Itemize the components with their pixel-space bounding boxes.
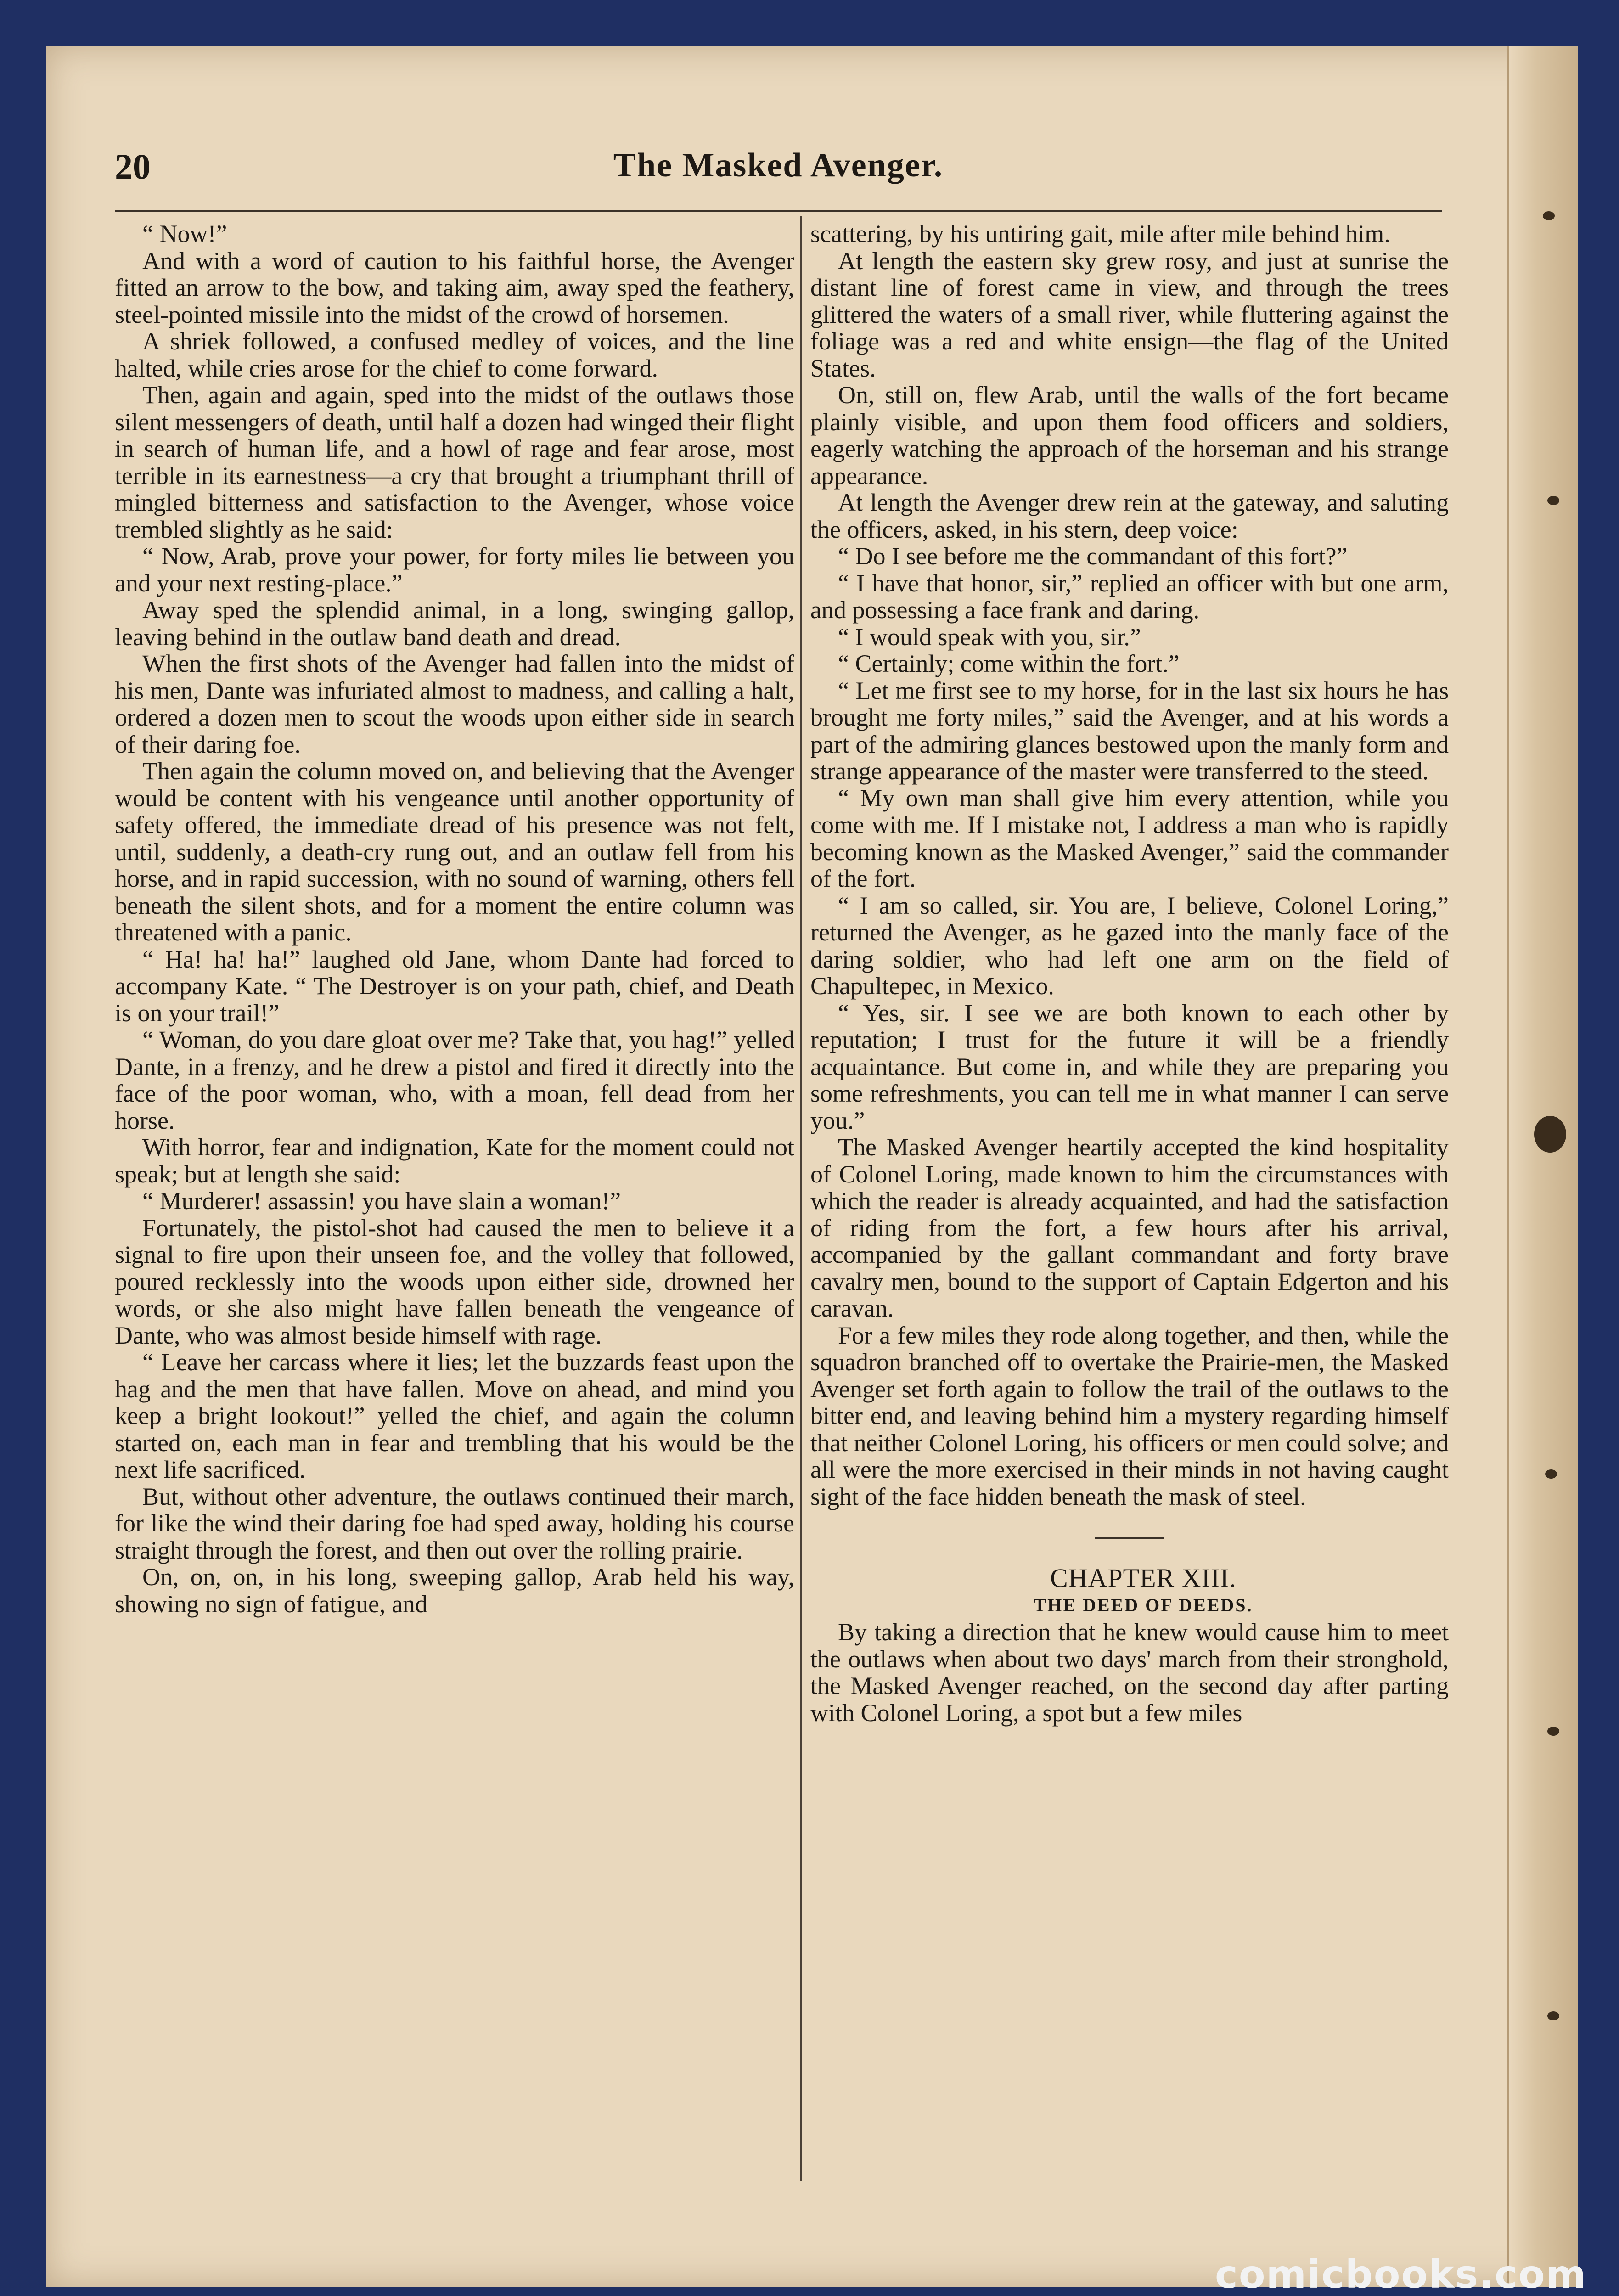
right-column: [810, 220, 1449, 1726]
paragraph: “ Do I see before me the commandant of this fort?”: [838, 542, 1348, 570]
paragraph: “ Now, Arab, prove your power, for forty miles lie between you and your next resting-place.”: [115, 542, 794, 597]
paragraph: “ My own man shall give him every attention, while you come with me. If I mistake not, I address a man who is rapidly becoming known as the Masked Avenger,” said the commander of the fort.: [810, 784, 1449, 892]
paragraph: “ I have that honor, sir,” replied an officer with but one arm, and possessing a face frank and daring.: [810, 569, 1449, 624]
chapter-rule: [1095, 1537, 1164, 1539]
paragraph: “ Certainly; come within the fort.”: [838, 650, 1180, 677]
paragraph: Then, again and again, sped into the midst of the outlaws those silent messengers of death, until half a dozen had winged their flight in search of human life, and a howl of rage and fear arose, most terrible in its earnestness—a cry that brought a triumphant thrill of mingled bitterness and satisfaction to the Avenger, whose voice trembled slightly as he said:: [115, 381, 794, 543]
paragraph: “ I would speak with you, sir.”: [838, 623, 1141, 651]
paragraph: And with a word of caution to his faithful horse, the Avenger fitted an arrow to the bow, and taking aim, away sped the feathery, steel-pointed missile into the midst of the crowd of horsemen.: [115, 247, 794, 328]
paragraph: “ Murderer! assassin! you have slain a woman!”: [142, 1187, 621, 1215]
paragraph: But, without other adventure, the outlaws continued their march, for like the wind their daring foe had sped away, holding his course straight through the forest, and then out over the rolling prairie.: [115, 1482, 794, 1564]
paragraph: With horror, fear and indignation, Kate for the moment could not speak; but at length she said:: [115, 1133, 794, 1188]
binding-hole-1: [1543, 211, 1555, 220]
running-title: The Masked Avenger.: [613, 146, 944, 184]
binding-hole-2: [1547, 496, 1559, 505]
paragraph: “ Leave her carcass where it lies; let the buzzards feast upon the hag and the men that have fallen. Move on ahead, and mind you keep a bright lookout!” yelled the chief, and again the column started on, each man in fear and trembling that his would be the next life sacrificed.: [115, 1348, 794, 1483]
binding-hole-4: [1547, 1727, 1559, 1736]
paragraph: On, on, on, in his long, sweeping gallop, Arab held his way, showing no sign of fatigue, and: [115, 1563, 794, 1618]
paragraph: At length the eastern sky grew rosy, and just at sunrise the distant line of forest came in view, and through the trees glittered the waters of a small river, while fluttering against the foliage was a red and white ensign—the flag of the United States.: [810, 247, 1449, 382]
paragraph: A shriek followed, a confused medley of voices, and the line halted, while cries arose for the chief to come forward.: [115, 327, 794, 382]
binding-tear: [1534, 1116, 1566, 1153]
paragraph: “ Yes, sir. I see we are both known to each other by reputation; I trust for the future it will be a friendly acquaintance. But come in, and while they are preparing you some refreshments, you can tell me in what manner I can serve you.”: [810, 999, 1449, 1134]
continued-paragraph: scattering, by his untiring gait, mile after mile behind him.: [810, 220, 1390, 248]
column-rule: [800, 216, 802, 2181]
left-column: [115, 220, 794, 1617]
site-watermark: comicbooks.com: [1215, 2252, 1587, 2296]
paragraph: For a few miles they rode along together, and then, while the squadron branched off to overtake the Prairie-men, the Masked Avenger set forth again to follow the trail of the outlaws to the bitter end, and leaving behind him a mystery regarding himself that neither Colonel Loring, his officers or men could solve; and all were the more exercised in their minds in not having caught sight of the face hidden beneath the mask of steel.: [810, 1321, 1449, 1510]
paragraph: “ Ha! ha! ha!” laughed old Jane, whom Dante had forced to accompany Kate. “ The Destroyer is on your path, chief, and Death is on your trail!”: [115, 945, 794, 1027]
chapter-title: CHAPTER XIII.: [1050, 1563, 1237, 1593]
paragraph: “ Now!”: [142, 220, 227, 248]
header-rule: [115, 210, 1442, 212]
chapter-subtitle: THE DEED OF DEEDS.: [1034, 1594, 1253, 1615]
binding-hole-5: [1547, 2011, 1559, 2020]
page-spine: [1507, 46, 1578, 2287]
paragraph: The Masked Avenger heartily accepted the kind hospitality of Colonel Loring, made known to him the circumstances with which the reader is already acquainted, and had the satisfaction of riding from the fort, a few hours after his arrival, accompanied by the gallant commandant and forty brave cavalry men, bound to the support of Captain Edgerton and his caravan.: [810, 1133, 1449, 1322]
paragraph: “ Woman, do you dare gloat over me? Take that, you hag!” yelled Dante, in a frenzy, and he drew a pistol and fired it directly into the face of the poor woman, who, with a moan, fell dead from her horse.: [115, 1026, 794, 1134]
paragraph: Fortunately, the pistol-shot had caused the men to believe it a signal to fire upon their unseen foe, and the volley that followed, poured recklessly into the woods upon either side, drowned her words, or she also might have fallen beneath the vengeance of Dante, who was almost beside himself with rage.: [115, 1214, 794, 1349]
chapter-opening-paragraph: By taking a direction that he knew would cause him to meet the outlaws when about two days' march from their stronghold, the Masked Avenger reached, on the second day after parting with Colonel Loring, a spot but a few miles: [810, 1618, 1449, 1727]
paragraph: “ I am so called, sir. You are, I believe, Colonel Loring,” returned the Avenger, as he gazed into the manly face of the daring soldier, who had left one arm on the field of Chapultepec, in Mexico.: [810, 891, 1449, 1000]
page-number: 20: [115, 146, 151, 186]
binding-hole-3: [1545, 1469, 1557, 1479]
paragraph: “ Let me first see to my horse, for in the last six hours he has brought me forty miles,” said the Avenger, and at his words a part of the admiring glances bestowed upon the manly form and strange appearance of the master were transferred to the steed.: [810, 676, 1449, 785]
paragraph: Away sped the splendid animal, in a long, swinging gallop, leaving behind in the outlaw band death and dread.: [115, 596, 794, 651]
paragraph: Then again the column moved on, and believing that the Avenger would be content with his vengeance until another opportunity of safety offered, the immediate dread of his presence was not felt, until, suddenly, a death-cry rung out, and an outlaw fell from his horse, and in rapid succession, with no sound of warning, others fell beneath the silent shots, and for a moment the entire column was threatened with a panic.: [115, 757, 794, 946]
paragraph: On, still on, flew Arab, until the walls of the fort became plainly visible, and upon them food officers and soldiers, eagerly watching the approach of the horseman and his strange appearance.: [810, 381, 1449, 490]
running-header: [115, 146, 1442, 210]
paragraph: At length the Avenger drew rein at the gateway, and saluting the officers, asked, in his stern, deep voice:: [810, 489, 1449, 543]
paragraph: When the first shots of the Avenger had fallen into the midst of his men, Dante was infuriated almost to madness, and calling a halt, ordered a dozen men to scout the woods upon either side in search of their daring foe.: [115, 650, 794, 758]
